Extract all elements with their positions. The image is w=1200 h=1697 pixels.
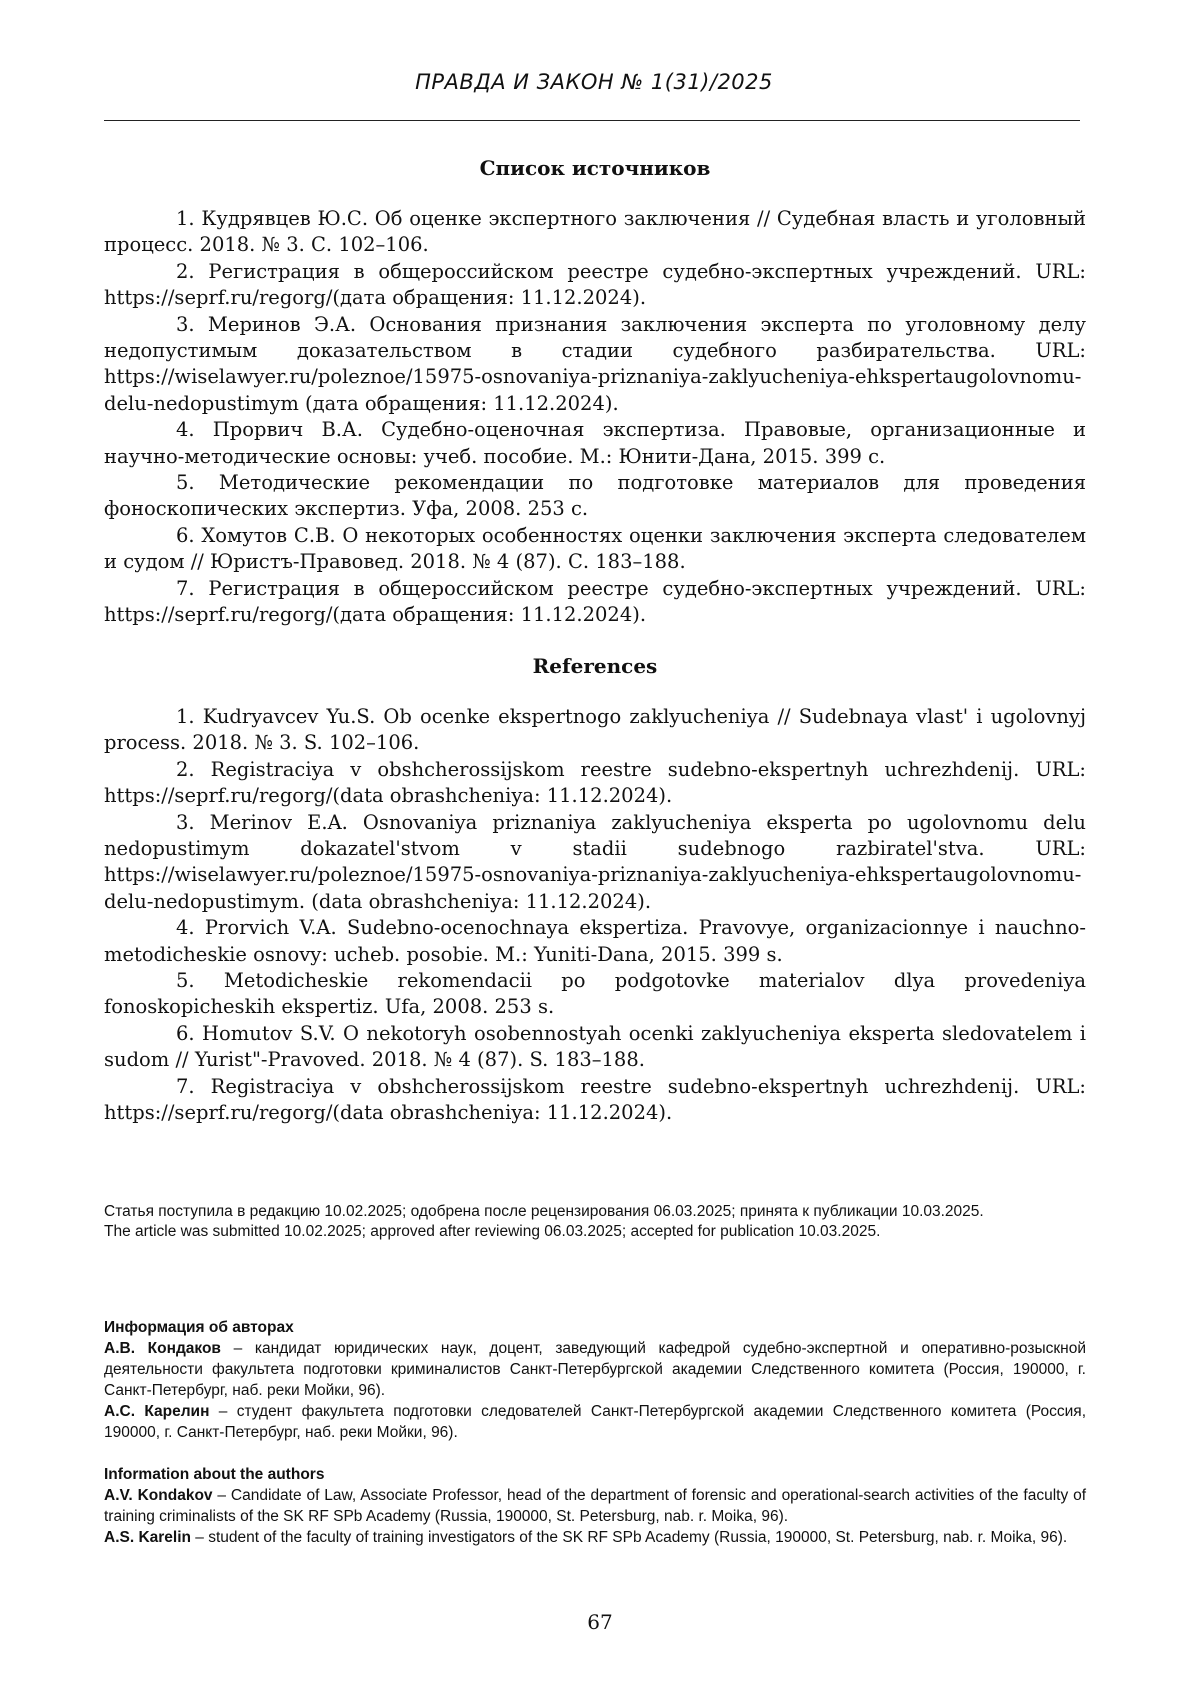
reference-en-item: 3. Merinov E.A. Osnovaniya priznaniya zaklyucheniya eksperta po ugolovnomu delu nedopustimym dokazatel'stvom v stadii sudebnogo razbiratel'stva. URL: https://wiselawyer.ru/poleznoe/15975-osnovaniya-priznaniya-zaklyucheniya-ehkspertaugolovnomu-delu-nedopustimym. (data obrashcheniya: 11.12.2024). xyxy=(104,810,1086,916)
author-name: А.С. Карелин xyxy=(104,1403,209,1420)
author-description: – student of the faculty of training investigators of the SK RF SPb Academy (Russia, 190000, St. Petersburg, nab. r. Moika, 96). xyxy=(191,1529,1067,1546)
reference-en-item: 2. Registraciya v obshcherossijskom reestre sudebno-ekspertnyh uchrezhdenij. URL: https://seprf.ru/regorg/(data obrashcheniya: 11.12.2024). xyxy=(104,757,1086,810)
article-dates-en: The article was submitted 10.02.2025; approved after reviewing 06.03.2025; accepted for publication 10.03.2025. xyxy=(104,1222,1086,1242)
source-ru-item: 7. Регистрация в общероссийском реестре судебно-экспертных учреждений. URL: https://seprf.ru/regorg/(дата обращения: 11.12.2024). xyxy=(104,576,1086,629)
author-entry xyxy=(104,1527,1086,1548)
authors-info-ru xyxy=(104,1317,1086,1443)
author-name: A.V. Kondakov xyxy=(104,1487,213,1504)
references-en-list xyxy=(104,704,1086,1127)
source-ru-item: 5. Методические рекомендации по подготовке материалов для проведения фоноскопических экспертиз. Уфа, 2008. 253 с. xyxy=(104,470,1086,523)
page-number: 67 xyxy=(0,1610,1200,1634)
source-ru-item: 6. Хомутов С.В. О некоторых особенностях оценки заключения эксперта следователем и судом // Юристъ-Правовед. 2018. № 4 (87). С. 183–188. xyxy=(104,523,1086,576)
authors-en-title: Information about the authors xyxy=(104,1464,1086,1485)
source-ru-item: 2. Регистрация в общероссийском реестре судебно-экспертных учреждений. URL: https://seprf.ru/regorg/(дата обращения: 11.12.2024). xyxy=(104,259,1086,312)
journal-header: ПРАВДА И ЗАКОН № 1(31)/2025 xyxy=(104,70,1084,94)
author-name: А.В. Кондаков xyxy=(104,1340,221,1357)
source-ru-item: 4. Прорвич В.А. Судебно-оценочная экспертиза. Правовые, организационные и научно-методические основы: учеб. пособие. М.: Юнити-Дана, 2015. 399 с. xyxy=(104,417,1086,470)
author-description: – Candidate of Law, Associate Professor, head of the department of forensic and operational-search activities of the faculty of training criminalists of the SK RF SPb Academy (Russia, 190000, St. Petersburg, nab. r. Moika, 96). xyxy=(104,1487,1086,1525)
author-entry xyxy=(104,1401,1086,1443)
author-description: – кандидат юридических наук, доцент, заведующий кафедрой судебно-экспертной и оперативно-розыскной деятельности факультета подготовки криминалистов Санкт-Петербургской академии Следственного комитета (Россия, 190000, г. Санкт-Петербург, наб. реки Мойки, 96). xyxy=(104,1340,1086,1399)
reference-en-item: 7. Registraciya v obshcherossijskom reestre sudebno-ekspertnyh uchrezhdenij. URL: https://seprf.ru/regorg/(data obrashcheniya: 11.12.2024). xyxy=(104,1074,1086,1127)
article-dates-ru: Статья поступила в редакцию 10.02.2025; одобрена после рецензирования 06.03.2025; принята к публикации 10.03.2025. xyxy=(104,1202,1086,1222)
reference-en-item: 5. Metodicheskie rekomendacii po podgotovke materialov dlya provedeniya fonoskopicheskih ekspertiz. Ufa, 2008. 253 s. xyxy=(104,968,1086,1021)
sources-ru-title: Список источников xyxy=(104,156,1086,180)
author-name: A.S. Karelin xyxy=(104,1529,191,1546)
article-dates xyxy=(104,1202,1086,1242)
reference-en-item: 4. Prorvich V.A. Sudebno-ocenochnaya ekspertiza. Pravovye, organizacionnye i nauchno-metodicheskie osnovy: ucheb. posobie. M.: Yuniti-Dana, 2015. 399 s. xyxy=(104,915,1086,968)
authors-ru-title: Информация об авторах xyxy=(104,1317,1086,1338)
authors-info-en xyxy=(104,1464,1086,1548)
source-ru-item: 1. Кудрявцев Ю.С. Об оценке экспертного заключения // Судебная власть и уголовный процесс. 2018. № 3. С. 102–106. xyxy=(104,206,1086,259)
document-page xyxy=(0,0,1200,1697)
author-entry xyxy=(104,1338,1086,1401)
author-description: – студент факультета подготовки следователей Санкт-Петербургской академии Следственного комитета (Россия, 190000, г. Санкт-Петербург, наб. реки Мойки, 96). xyxy=(104,1403,1086,1441)
reference-en-item: 1. Kudryavcev Yu.S. Ob ocenke ekspertnogo zaklyucheniya // Sudebnaya vlast' i ugolovnyj process. 2018. № 3. S. 102–106. xyxy=(104,704,1086,757)
references-en-title: References xyxy=(104,654,1086,678)
source-ru-item: 3. Меринов Э.А. Основания признания заключения эксперта по уголовному делу недопустимым доказательством в стадии судебного разбирательства. URL: https://wiselawyer.ru/poleznoe/15975-osnovaniya-priznaniya-zaklyucheniya-ehkspertaugolovnomu-delu-nedopustimym (дата обращения: 11.12.2024). xyxy=(104,312,1086,418)
sources-ru-list xyxy=(104,206,1086,629)
author-entry xyxy=(104,1485,1086,1527)
header-divider xyxy=(104,120,1080,121)
reference-en-item: 6. Homutov S.V. O nekotoryh osobennostyah ocenki zaklyucheniya eksperta sledovatelem i sudom // Yurist"-Pravoved. 2018. № 4 (87). S. 183–188. xyxy=(104,1021,1086,1074)
